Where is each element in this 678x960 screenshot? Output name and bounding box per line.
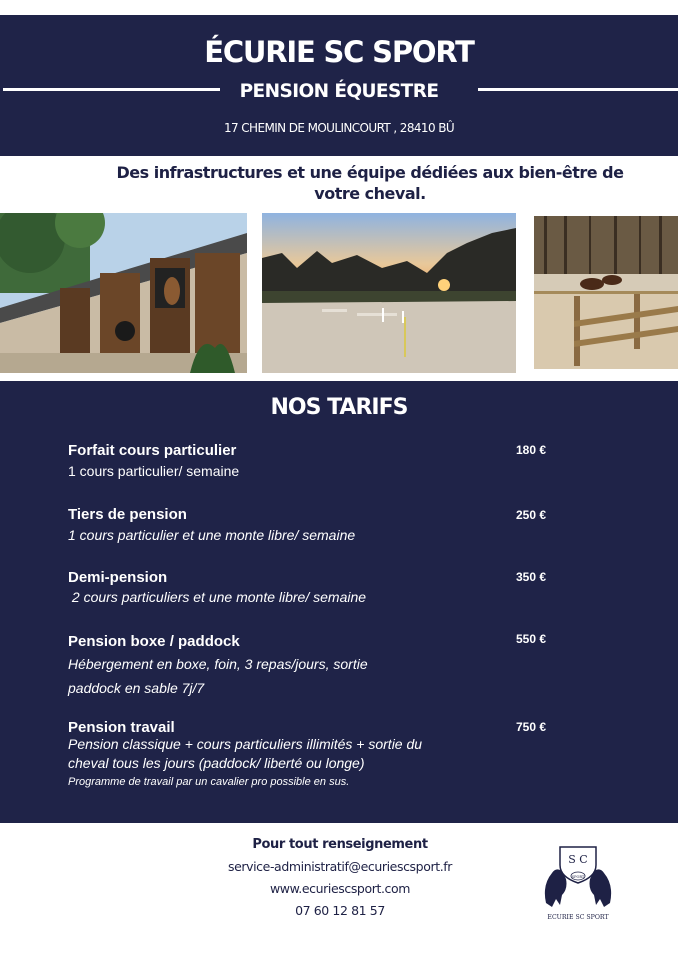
contact-title: Pour tout renseignement [252,837,428,852]
offer-desc-travail-line2: cheval tous les jours (paddock/ liberté ou longe) [68,755,365,771]
contact-phone[interactable]: 07 60 12 81 57 [295,903,385,918]
photo-wooden-paddock [534,216,678,369]
offer-title-boxe: Pension boxe / paddock [68,633,240,650]
offer-desc-boxe-line2: paddock en sable 7j/7 [68,680,205,696]
page-title: ÉCURIE SC SPORT [204,35,474,69]
offer-title-forfait: Forfait cours particulier [68,442,237,459]
offer-price-demi: 350 € [516,570,547,584]
contact-website[interactable]: www.ecuriescsport.com [269,881,411,896]
offer-price-travail: 750 € [516,720,547,734]
logo-caption: ECURIE SC SPORT [547,914,609,921]
contact-email[interactable]: service-administratif@ecuriescsport.fr [227,859,453,874]
page-subtitle: PENSION ÉQUESTRE [239,81,439,102]
offer-title-tiers: Tiers de pension [68,506,187,523]
photo-sunset-arena [262,213,516,373]
pricing-title: NOS TARIFS [270,395,408,420]
offer-price-forfait: 180 € [516,443,547,457]
logo-badge: SPORT [571,875,585,879]
offer-desc-boxe-line1: Hébergement en boxe, foin, 3 repas/jours, sortie [68,656,368,672]
photo-stable-boxes [0,213,247,373]
offer-price-boxe: 550 € [516,632,547,646]
tagline: Des infrastructures et une équipe dédiées aux bien-être de votre cheval. [116,163,624,203]
offer-title-travail: Pension travail [68,719,175,736]
contact-block [190,837,490,925]
offer-desc-demi: 2 cours particuliers et une monte libre/ semaine [68,589,367,605]
offer-desc-forfait: 1 cours particulier/ semaine [68,463,240,479]
offer-desc-travail-line1: Pension classique + cours particuliers illimités + sortie du [68,736,423,752]
offer-desc-tiers: 1 cours particulier et une monte libre/ semaine [68,527,356,543]
pricing-section [0,381,678,823]
header-banner [0,15,678,156]
address: 17 CHEMIN DE MOULINCOURT , 28410 BÛ [223,121,455,135]
horse-left-icon [545,869,567,907]
offer-price-tiers: 250 € [516,508,547,522]
offer-note-travail: Programme de travail par un cavalier pro possible en sus. [68,776,350,788]
logo-letters: S C [568,853,588,866]
horse-right-icon [590,869,612,907]
offer-title-demi: Demi-pension [68,569,168,586]
brand-logo [538,843,618,923]
